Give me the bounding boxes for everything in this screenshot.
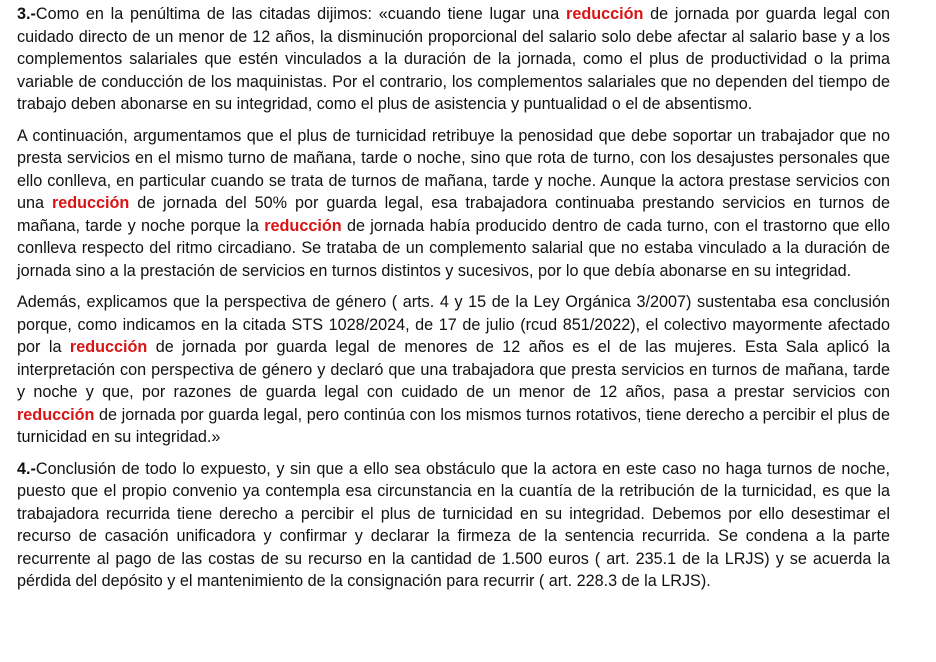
text-run: de jornada había producido dentro de cada turno, con el trastorno que ello conlleva respecto del ritmo circadiano. Se trataba de un complemento salarial que no estaba vinculado a la duración de jornada sino a la prestación de servicios en turnos distintos y sucesivos, por lo que debía abonarse en su integridad. [17, 216, 891, 280]
text-run: Además, explicamos que la perspectiva de género ( arts. 4 y 15 de la Ley Orgánica 3/2007) sustentaba esa conclusión porque, como indicamos en la citada STS 1028/2024, de 17 de julio (rcud 851/2022), el colectivo mayormente afectado por la [17, 293, 890, 356]
text-run: de jornada por guarda legal con cuidado directo de un menor de 12 años, la disminución proporcional del salario solo debe afectar al salario base y a los complementos salariales que estén vinculados a la duración de la jornada, como el plus de productividad o la prima variable de conducción de los maquinistas. Por el contrario, los complementos salariales que no dependen del tiempo de trabajo deben abonarse en su integridad, como el plus de asistencia y puntualidad o el de absentismo. [17, 5, 891, 113]
text-run: de jornada por guarda legal, pero continúa con los mismos turnos rotativos, tiene derecho a percibir el plus de turnicidad en su integridad.» [17, 405, 890, 446]
text-run: de jornada del 50% por guarda legal, esa trabajadora continuaba prestando servicios en turnos de mañana, tarde y noche porque la [17, 194, 890, 235]
paragraph-4 [17, 458, 890, 593]
section-number: 3.- [17, 5, 36, 23]
paragraph-continuation [17, 125, 890, 283]
highlighted-term: reducción [264, 216, 342, 235]
text-run: de jornada por guarda legal de menores de 12 años es el de las mujeres. Esta Sala aplicó la interpretación con perspectiva de género y declaró que una trabajadora que presta servicios en turnos de mañana, tarde y noche y que, por razones de guarda legal con cuidado de un menor de 12 años, pasa a prestar servicios con [17, 338, 890, 401]
highlighted-term: reducción [566, 5, 644, 23]
text-run: Conclusión de todo lo expuesto, y sin que a ello sea obstáculo que la actora en este caso no haga turnos de noche, puesto que el propio convenio ya contempla esa circunstancia en la cuantía de la retribución de la turnicidad, es que la trabajadora recurrida tiene derecho a percibir el plus de turnicidad en su integridad. Debemos por ello desestimar el recurso de casación unificadora y confirmar y declarar la firmeza de la sentencia recurrida. Se condena a la parte recurrente al pago de las costas de su recurso en la cantidad de 1.500 euros ( art. 235.1 de la LRJS) y se acuerda la pérdida del depósito y el mantenimiento de la consignación para recurrir ( art. 228.3 de la LRJS). [17, 459, 890, 590]
text-run: Como en la penúltima de las citadas dijimos: «cuando tiene lugar una [35, 5, 567, 23]
text-run: A continuación, argumentamos que el plus de turnicidad retribuye la penosidad que debe soportar un trabajador que no presta servicios en el mismo turno de mañana, tarde o noche, sino que rota de turno, con los desajustes personales que ello conlleva, en particular cuando se trata de turnos de mañana, tarde y noche. Aunque la actora prestase servicios con una [17, 126, 890, 212]
paragraph-perspective [17, 291, 890, 449]
highlighted-term: reducción [17, 405, 95, 424]
highlighted-term: reducción [69, 338, 148, 356]
highlighted-term: reducción [51, 194, 130, 212]
paragraph-3 [17, 3, 890, 116]
section-number: 4.- [17, 459, 36, 478]
